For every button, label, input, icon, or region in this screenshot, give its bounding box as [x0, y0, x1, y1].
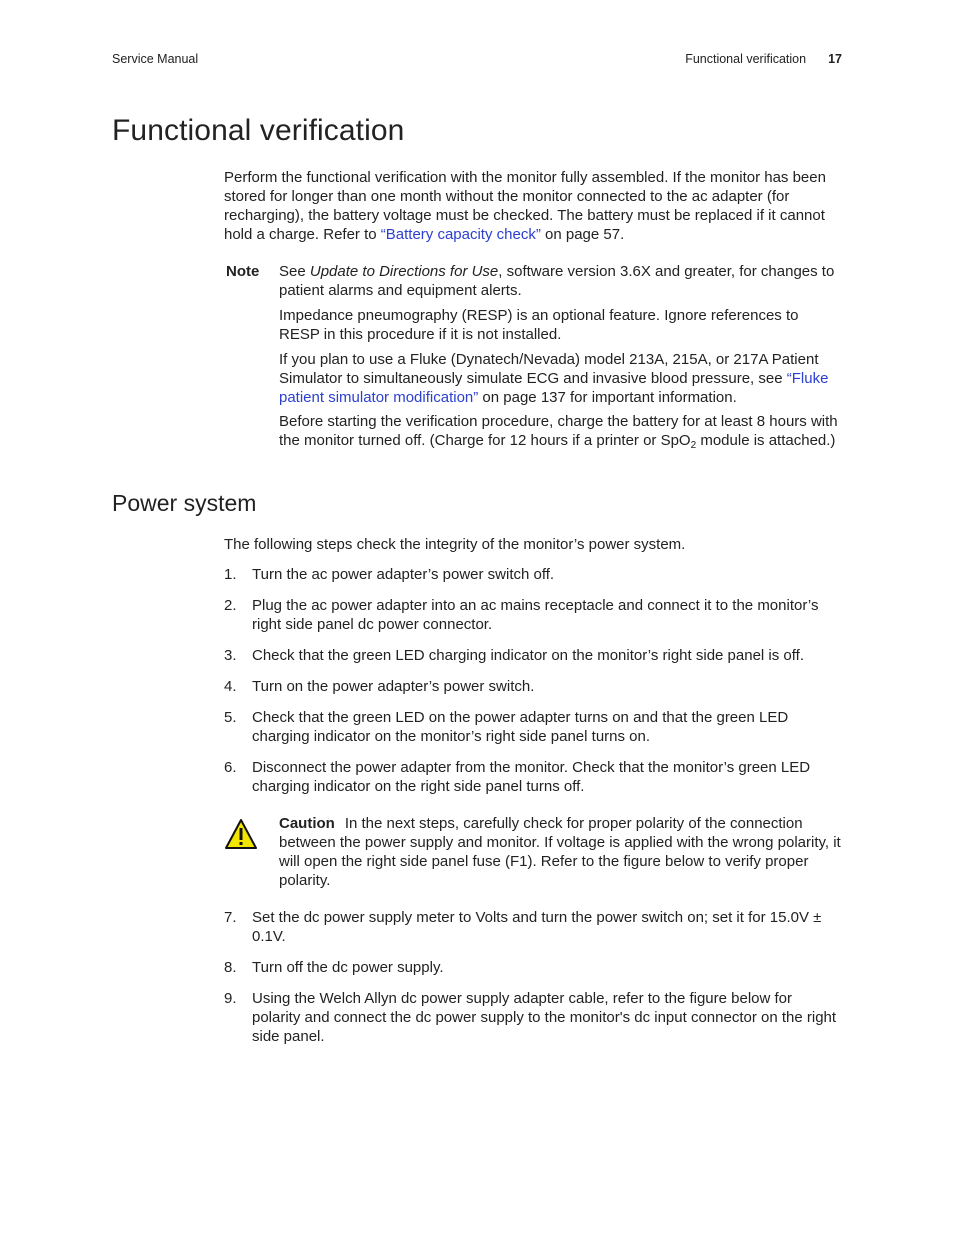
- step-item: [224, 646, 842, 665]
- note-p1-text-end: , software version 3.6X and greater, for changes to patient alarms and equipment alerts.: [279, 263, 835, 299]
- running-header-section: Functional verification: [685, 52, 807, 66]
- step-item: [224, 708, 842, 746]
- note-paragraph-4: [279, 412, 842, 450]
- step-number: 3.: [224, 647, 237, 664]
- step-item: [224, 908, 842, 946]
- note-p4-text: Before starting the verification procedure, charge the battery for at least 8 hours with the monitor turned off. (Charge for 12 hours if a printer or SpO: [279, 413, 838, 449]
- step-number: 1.: [224, 566, 237, 583]
- step-number: 7.: [224, 909, 237, 926]
- warning-triangle-icon: [224, 818, 258, 850]
- intro-paragraph: [224, 168, 842, 244]
- note-label: Note: [226, 263, 260, 280]
- step-number: 5.: [224, 709, 237, 726]
- section-intro: The following steps check the integrity of the monitor’s power system.: [224, 536, 686, 553]
- step-item: [224, 677, 842, 696]
- step-text: Plug the ac power adapter into an ac mains receptacle and connect it to the monitor’s right side panel dc power connector.: [252, 597, 819, 633]
- intro-text: Perform the functional verification with the monitor fully assembled. If the monitor has been stored for longer than one month without the monitor connected to the ac adapter (for recharging), the battery voltage must be checked. The battery must be replaced if it cannot hold a charge. Refer to: [224, 169, 826, 243]
- spo2-subscript: 2: [690, 440, 697, 451]
- step-item: [224, 758, 842, 796]
- step-number: 9.: [224, 990, 237, 1007]
- note-p1-text: See: [279, 263, 310, 280]
- step-item: [224, 596, 842, 634]
- caution-text: In the next steps, carefully check for proper polarity of the connection between the power supply and monitor. If voltage is applied with the wrong polarity, it will open the right side panel fuse (F1). Refer to the figure below to verify proper polarity.: [279, 815, 841, 889]
- step-number: 6.: [224, 759, 237, 776]
- step-number: 8.: [224, 959, 237, 976]
- step-number: 2.: [224, 597, 237, 614]
- caution-label: Caution: [279, 815, 335, 832]
- note-p1-doc-title: Update to Directions for Use: [309, 263, 499, 280]
- step-number: 4.: [224, 678, 237, 695]
- step-item: [224, 958, 842, 977]
- step-text: Disconnect the power adapter from the monitor. Check that the monitor’s green LED charging indicator on the right side panel turns off.: [252, 759, 811, 795]
- running-header-manual: Service Manual: [112, 52, 199, 66]
- step-item: [224, 989, 842, 1046]
- note-paragraph-3: [279, 350, 842, 407]
- step-text: Using the Welch Allyn dc power supply adapter cable, refer to the figure below for polarity and connect the dc power supply to the monitor's dc input connector on the right side panel.: [252, 990, 837, 1045]
- page-number: 17: [828, 52, 842, 66]
- note-p3-text-end: on page 137 for important information.: [478, 389, 737, 406]
- section-heading-power-system: Power system: [112, 490, 257, 516]
- step-text: Turn on the power adapter’s power switch.: [252, 678, 535, 695]
- step-text: Check that the green LED charging indicator on the monitor’s right side panel is off.: [252, 647, 804, 664]
- running-header-right: [685, 52, 842, 66]
- step-text: Check that the green LED on the power adapter turns on and that the green LED charging indicator on the monitor’s right side panel turns on.: [252, 709, 789, 745]
- note-paragraph-1: [279, 262, 842, 300]
- fluke-modification-link[interactable]: “Fluke patient simulator modification”: [279, 370, 829, 406]
- step-item: [224, 565, 842, 584]
- battery-capacity-link[interactable]: “Battery capacity check”: [380, 226, 541, 243]
- note-p4-text-end: module is attached.): [696, 432, 836, 449]
- note-paragraph-2: Impedance pneumography (RESP) is an optional feature. Ignore references to RESP in this procedure if it is not installed.: [279, 307, 799, 343]
- step-text: Set the dc power supply meter to Volts and turn the power switch on; set it for 15.0V ± 0.1V.: [252, 909, 822, 945]
- step-text: Turn the ac power adapter’s power switch off.: [252, 566, 555, 583]
- caution-paragraph: [279, 814, 842, 890]
- note-p3-text: If you plan to use a Fluke (Dynatech/Nevada) model 213A, 215A, or 217A Patient Simulator to simultaneously simulate ECG and invasive blood pressure, see: [279, 351, 819, 387]
- step-text: Turn off the dc power supply.: [252, 959, 444, 976]
- page-title: Functional verification: [112, 114, 405, 147]
- intro-text-end: on page 57.: [540, 226, 625, 243]
